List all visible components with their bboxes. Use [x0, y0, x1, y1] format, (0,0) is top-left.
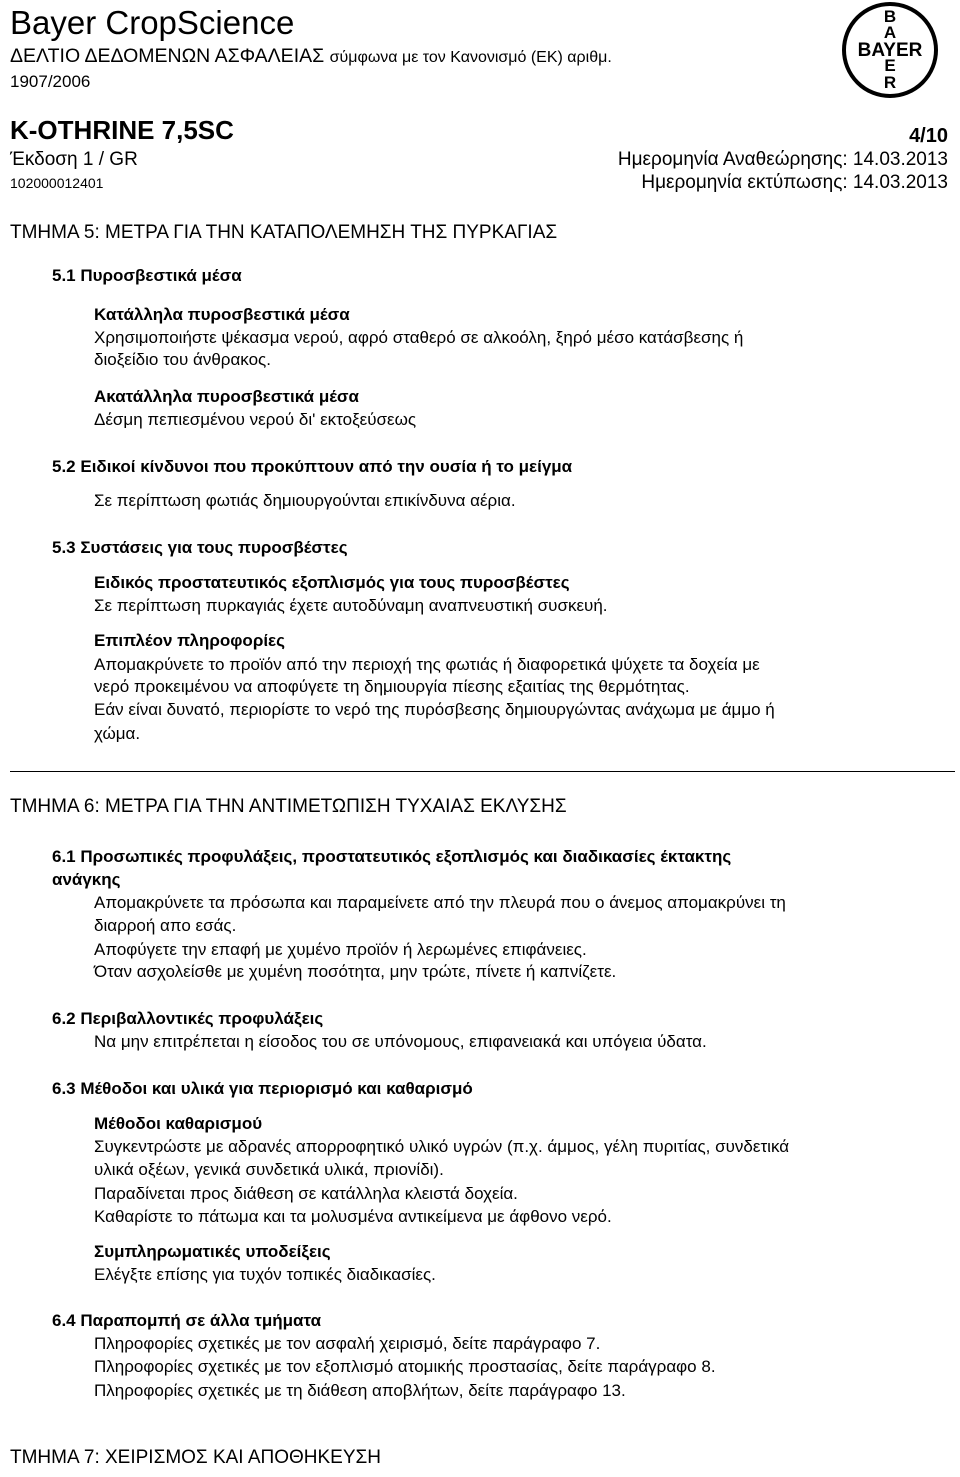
protective-equipment-text: Σε περίπτωση πυρκαγιάς έχετε αυτοδύναμη αναπνευστική συσκευή. [94, 596, 608, 615]
regulation-number: 1907/2006 [10, 72, 91, 91]
document-title-main: ΔΕΛΤΙΟ ΔΕΔΟΜΕΝΩΝ ΑΣΦΑΛΕΙΑΣ [10, 45, 325, 67]
protective-equipment-heading: Ειδικός προστατευτικός εξοπλισμός για τους πυροσβέστες [94, 573, 570, 592]
section-5-3-title: 5.3 Συστάσεις για τους πυροσβέστες [52, 538, 348, 557]
section-6-1-title-line-1: 6.1 Προσωπικές προφυλάξεις, προστατευτικός εξοπλισμός και διαδικασίες έκτακτης [52, 847, 732, 866]
cleaning-methods-text-4: Καθαρίστε το πάτωμα και τα μολυσμένα αντικείμενα με άφθονο νερό. [94, 1207, 612, 1226]
cleaning-methods-heading: Μέθοδοι καθαρισμού [94, 1114, 263, 1133]
section-6-title: ΤΜΗΜΑ 6: ΜΕΤΡΑ ΓΙΑ ΤΗΝ ΑΝΤΙΜΕΤΩΠΙΣΗ ΤΥΧΑΙΑΣ ΕΚΛΥΣΗΣ [10, 796, 567, 817]
section-7-title: ΤΜΗΜΑ 7: ΧΕΙΡΙΣΜΟΣ ΚΑΙ ΑΠΟΘΗΚΕΥΣΗ [10, 1447, 381, 1468]
reference-text-3: Πληροφορίες σχετικές με τη διάθεση αποβλήτων, δείτε παράγραφο 13. [94, 1381, 626, 1400]
section-divider [10, 771, 955, 772]
section-6-2-title: 6.2 Περιβαλλοντικές προφυλάξεις [52, 1009, 324, 1028]
logo-letter-a: A [883, 23, 897, 42]
special-hazards-text: Σε περίπτωση φωτιάς δημιουργούνται επικίνδυνα αέρια. [94, 491, 516, 510]
further-info-text-1: Απομακρύνετε το προϊόν από την περιοχή της φωτιάς ή διαφορετικά ψύχετε τα δοχεία με [94, 655, 760, 674]
logo-word: BAYER [857, 40, 923, 61]
further-info-text-3: Εάν είναι δυνατό, περιορίστε το νερό της πυρόσβεσης δημιουργώντας ανάχωμα με άμμο ή [94, 700, 775, 719]
section-6-1-title-line-2: ανάγκης [52, 870, 121, 889]
product-name: K-OTHRINE 7,5SC [10, 115, 234, 145]
reference-text-2: Πληροφορίες σχετικές με τον εξοπλισμό ατομικής προστασίας, δείτε παράγραφο 8. [94, 1357, 716, 1376]
unsuitable-media-text: Δέσμη πεπιεσμένου νερού δι' εκτοξεύσεως [94, 410, 417, 429]
revision-date: Ημερομηνία Αναθεώρησης: 14.03.2013 [617, 149, 948, 170]
bayer-logo [830, 0, 950, 100]
additional-advice-text: Ελέγξτε επίσης για τυχόν τοπικές διαδικασίες. [94, 1265, 436, 1284]
cleaning-methods-text-2: υλικά οξέων, γενικά συνδετικά υλικά, πριονίδι). [94, 1160, 444, 1179]
unsuitable-media-heading: Ακατάλληλα πυροσβεστικά μέσα [94, 387, 359, 406]
further-info-text-4: χώμα. [94, 724, 141, 743]
environmental-precautions-text: Να μην επιτρέπεται η είσοδος του σε υπόνομους, επιφανειακά και υπόγεια ύδατα. [94, 1032, 707, 1051]
suitable-media-text-2: διοξείδιο του άνθρακος. [94, 350, 271, 369]
section-6-3-title: 6.3 Μέθοδοι και υλικά για περιορισμό και καθαρισμό [52, 1079, 473, 1098]
personal-precautions-text-3: Αποφύγετε την επαφή με χυμένο προϊόν ή λερωμένες επιφάνειες. [94, 940, 587, 959]
document-title [10, 45, 612, 68]
cleaning-methods-text-1: Συγκεντρώστε με αδρανές απορροφητικό υλικό υγρών (π.χ. άμμος, γέλη πυριτίας, συνδετικά [94, 1137, 790, 1156]
logo-letter-e: E [884, 56, 896, 75]
personal-precautions-text-4: Όταν ασχολείσθε με χυμένη ποσότητα, μην τρώτε, πίνετε ή καπνίζετε. [94, 962, 617, 981]
personal-precautions-text-1: Απομακρύνετε τα πρόσωπα και παραμείνετε από την πλευρά που ο άνεμος απομακρύνει τη [94, 893, 786, 912]
additional-advice-heading: Συμπληρωματικές υποδείξεις [94, 1242, 331, 1261]
section-6-4-title: 6.4 Παραπομπή σε άλλα τμήματα [52, 1311, 322, 1330]
personal-precautions-text-2: διαρροή απο εσάς. [94, 916, 237, 935]
reference-text-1: Πληροφορίες σχετικές με τον ασφαλή χειρισμό, δείτε παράγραφο 7. [94, 1334, 601, 1353]
further-info-text-2: νερό προκειμένου να αποφύγετε τη δημιουργία πίεσης εξαιτίας της θερμότητας. [94, 677, 690, 696]
document-title-suffix: σύμφωνα με τον Κανονισμό (ΕΚ) αριθμ. [329, 49, 612, 66]
further-info-heading: Επιπλέον πληροφορίες [94, 631, 285, 650]
section-5-title: ΤΜΗΜΑ 5: ΜΕΤΡΑ ΓΙΑ ΤΗΝ ΚΑΤΑΠΟΛΕΜΗΣΗ ΤΗΣ ΠΥΡΚΑΓΙΑΣ [10, 222, 558, 243]
document-number: 102000012401 [10, 175, 104, 191]
version: Έκδοση 1 / GR [10, 149, 138, 170]
logo-letter-b: B [883, 7, 897, 26]
print-date: Ημερομηνία εκτύπωσης: 14.03.2013 [641, 172, 948, 193]
page-number: 4/10 [909, 125, 948, 147]
suitable-media-heading: Κατάλληλα πυροσβεστικά μέσα [94, 305, 350, 324]
section-5-2-title: 5.2 Ειδικοί κίνδυνοι που προκύπτουν από την ουσία ή το μείγμα [52, 457, 573, 476]
suitable-media-text-1: Χρησιμοποιήστε ψέκασμα νερού, αφρό σταθερό σε αλκοόλη, ξηρό μέσο κατάσβεσης ή [94, 328, 744, 347]
company-name: Bayer CropScience [10, 4, 295, 41]
logo-letter-r: R [883, 73, 897, 92]
cleaning-methods-text-3: Παραδίνεται προς διάθεση σε κατάλληλα κλειστά δοχεία. [94, 1184, 518, 1203]
section-5-1-title: 5.1 Πυροσβεστικά μέσα [52, 266, 242, 285]
